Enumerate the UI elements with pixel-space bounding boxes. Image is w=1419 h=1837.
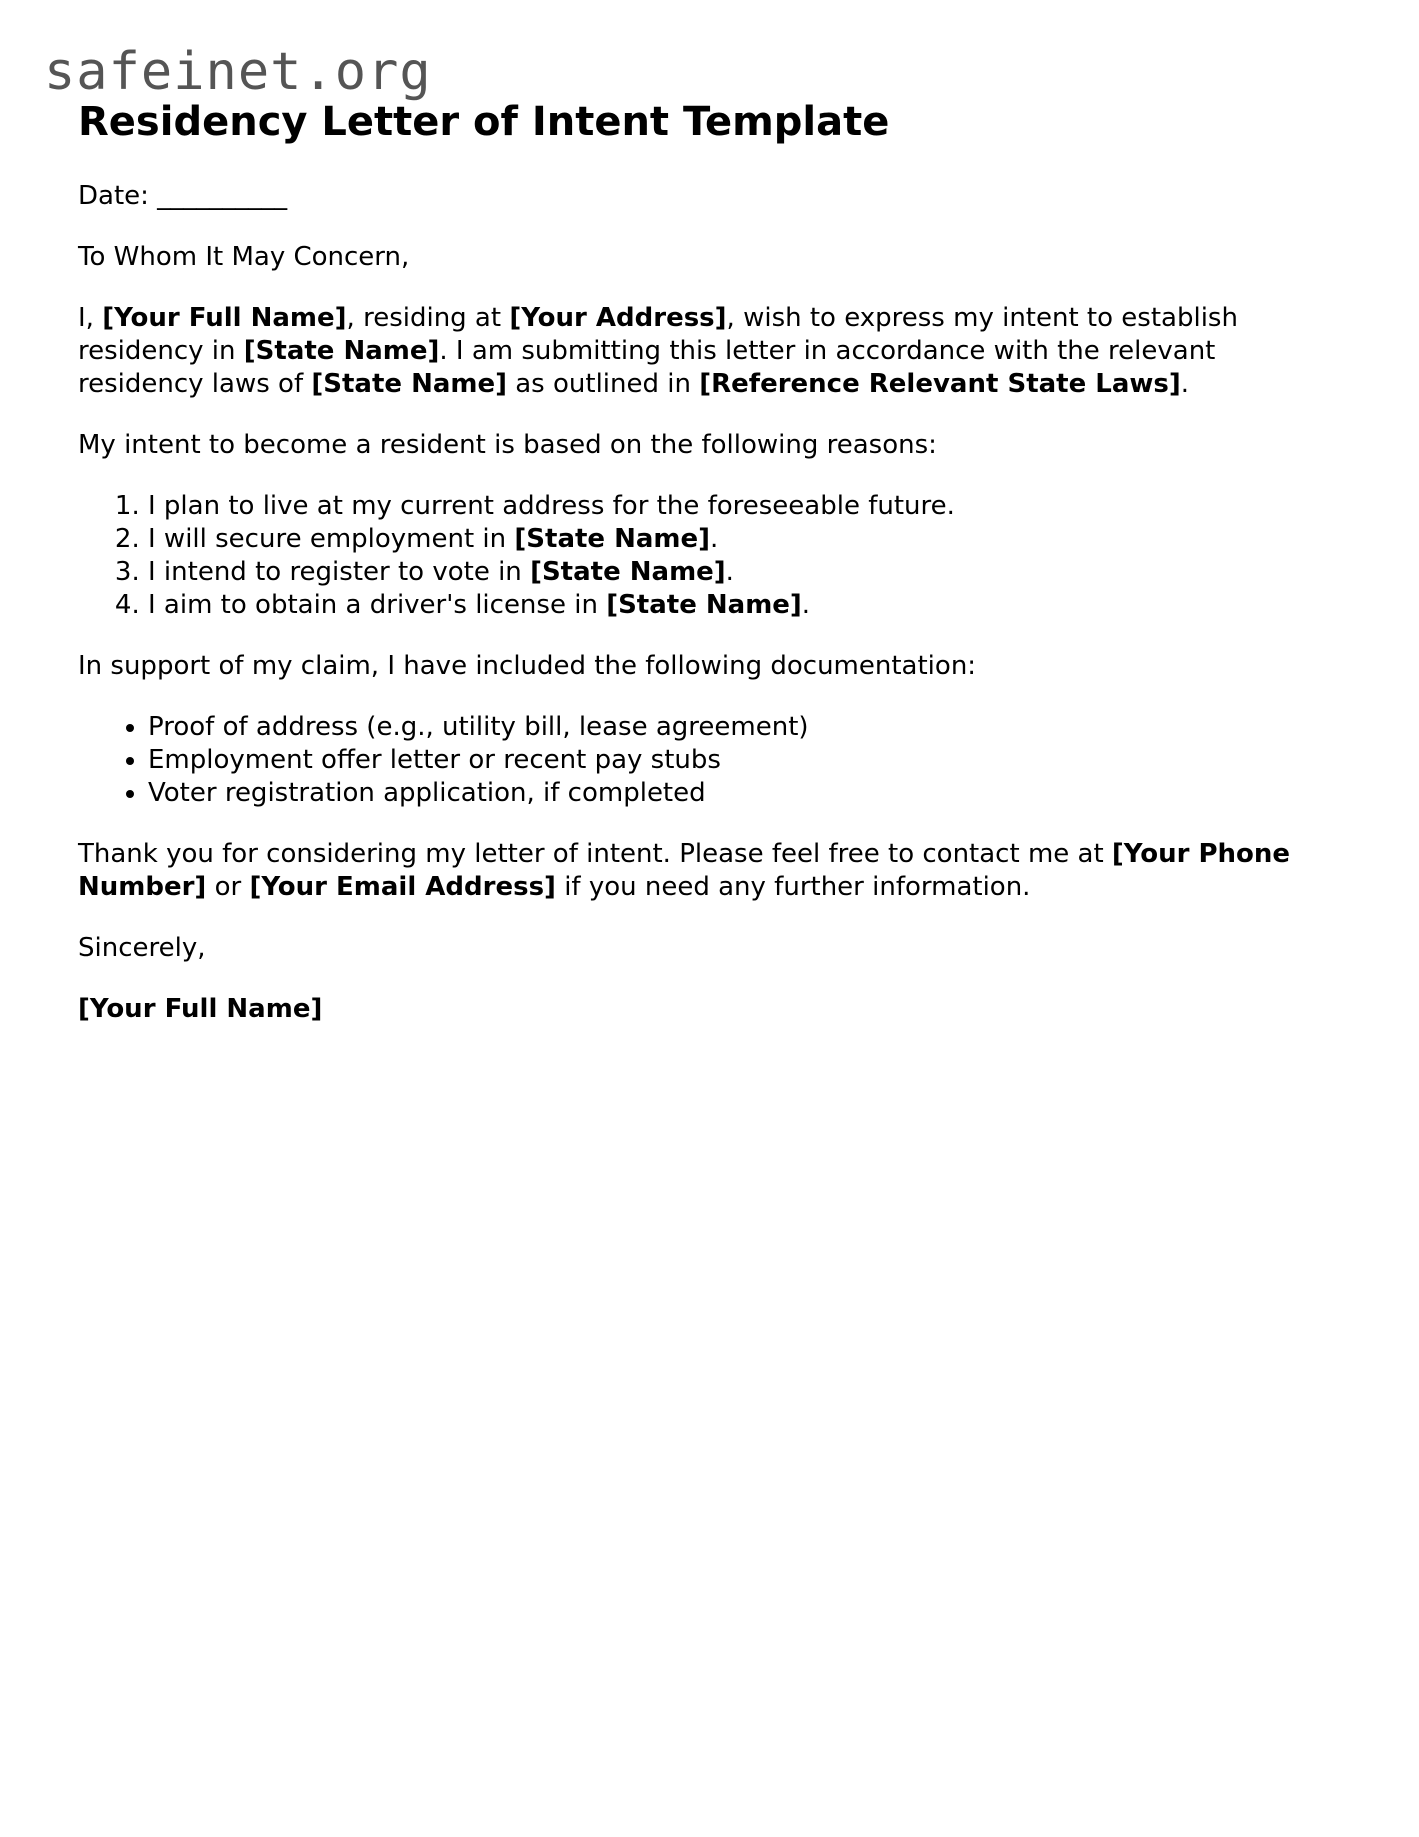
reason-text: I will secure employment in	[148, 524, 515, 554]
placeholder-state-name: [State Name]	[606, 590, 802, 620]
intro-text: , residing at	[346, 303, 510, 333]
reason-item	[148, 490, 1338, 523]
documents-list	[78, 711, 1338, 810]
intro-text: I,	[78, 303, 103, 333]
intro-text: , wish to express my intent to establish residency in	[78, 303, 1238, 366]
closing-paragraph	[78, 838, 1338, 904]
intro-text: as outlined in	[506, 369, 700, 399]
placeholder-full-name: [Your Full Name]	[78, 994, 323, 1024]
reason-item	[148, 589, 1338, 622]
reason-punctuation: .	[725, 557, 734, 587]
reason-punctuation: .	[710, 524, 719, 554]
signature-name	[78, 993, 1338, 1026]
documents-intro: In support of my claim, I have included the following documentation:	[78, 651, 977, 681]
document-item: • Employment offer letter or recent pay stubs	[148, 744, 1338, 777]
closing-text: or	[206, 872, 250, 902]
reason-text: I aim to obtain a driver's license in	[148, 590, 607, 620]
placeholder-email-address: [Your Email Address]	[249, 872, 556, 902]
placeholder-state-name: [State Name]	[530, 557, 726, 587]
closing-text: if you need any further information.	[555, 872, 1031, 902]
reasons-list	[78, 490, 1338, 622]
placeholder-phone-number: [Your Phone Number]	[78, 839, 1291, 902]
salutation: To Whom It May Concern,	[78, 242, 410, 272]
closing-text: Thank you for considering my letter of intent. Please feel free to contact me at	[78, 839, 1112, 869]
letter-document	[78, 96, 1338, 1054]
placeholder-address: [Your Address]	[509, 303, 727, 333]
intro-text: .	[1180, 369, 1190, 399]
sign-off: Sincerely,	[78, 933, 206, 963]
reason-text: I plan to live at my current address for the foreseeable future.	[148, 491, 955, 521]
placeholder-state-name: [State Name]	[243, 336, 440, 366]
intro-text: . I am submitting this letter in accordance with the relevant residency laws of	[78, 336, 1216, 399]
intro-paragraph	[78, 302, 1338, 401]
reason-item	[148, 556, 1338, 589]
placeholder-state-name: [State Name]	[311, 369, 507, 399]
document-item: • Proof of address (e.g., utility bill, lease agreement)	[148, 711, 1338, 744]
placeholder-full-name: [Your Full Name]	[102, 303, 347, 333]
reason-text: I intend to register to vote in	[148, 557, 531, 587]
date-line: Date: __________	[78, 181, 288, 211]
watermark: safeinet.org	[44, 42, 432, 102]
reason-item	[148, 523, 1338, 556]
document-item: • Voter registration application, if completed	[148, 777, 1338, 810]
reasons-intro: My intent to become a resident is based on the following reasons:	[78, 430, 937, 460]
page-title: Residency Letter of Intent Template	[78, 99, 890, 145]
placeholder-state-name: [State Name]	[514, 524, 711, 554]
reason-punctuation: .	[801, 590, 811, 620]
placeholder-state-laws: [Reference Relevant State Laws]	[699, 369, 1181, 399]
